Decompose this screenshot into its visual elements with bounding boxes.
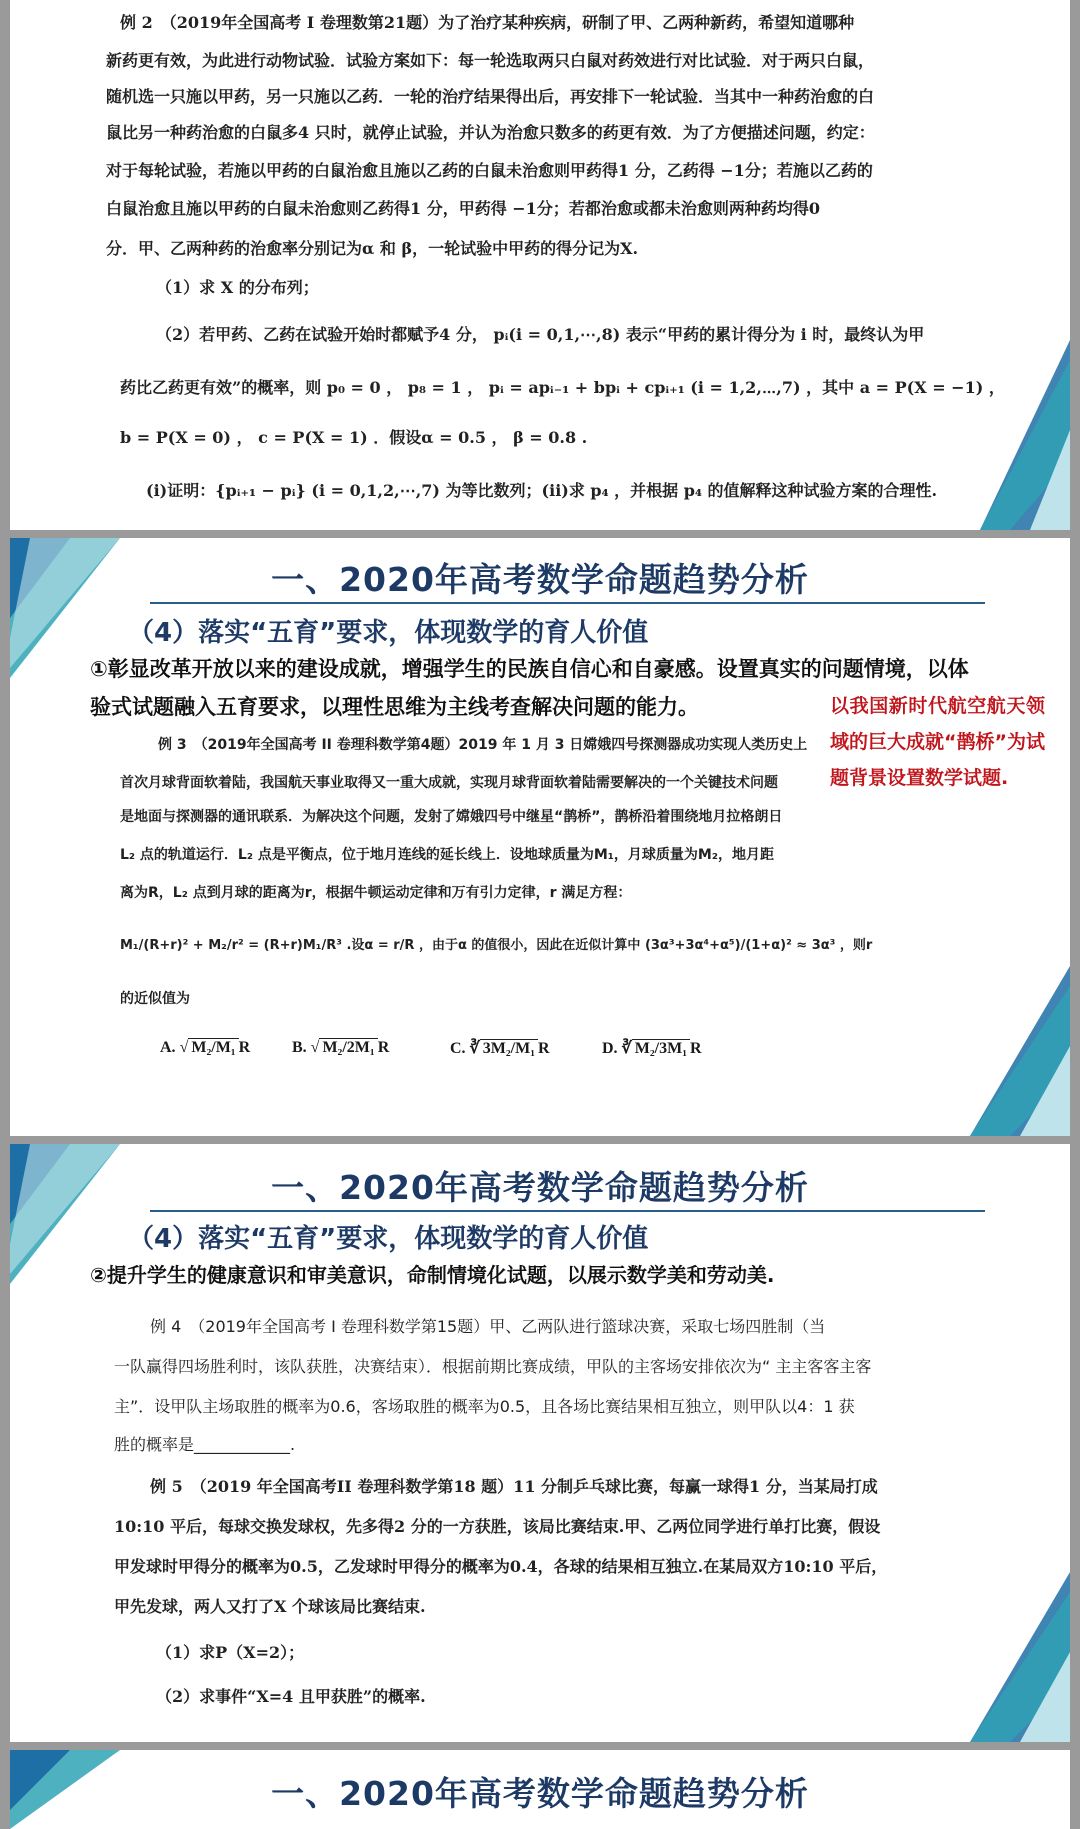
- option-expr: M₂/M₁: [188, 1038, 238, 1057]
- slide-examples-4-5: [10, 1144, 1070, 1742]
- title-divider: [150, 1210, 985, 1212]
- option-tail: R: [238, 1039, 251, 1056]
- section-subtitle: （4）落实“五育”要求，体现数学的育人价值: [128, 618, 649, 648]
- corner-decoration: [970, 340, 1070, 530]
- radical: √: [179, 1039, 189, 1056]
- text-line: 例 4 （2019年全国高考 I 卷理科数学第15题）甲、乙两队进行篮球决赛，采取七场四胜制（当: [150, 1317, 826, 1336]
- question-2: （2）求事件“X=4 且甲获胜”的概率.: [156, 1687, 426, 1706]
- text-line: 分．甲、乙两种药的治愈率分别记为α 和 β，一轮试验中甲药的得分记为X.: [106, 239, 639, 258]
- text-line: 主”．设甲队主场取胜的概率为0.6，客场取胜的概率为0.5，且各场比赛结果相互独立，则甲队以4：1 获: [114, 1397, 855, 1416]
- option-expr: 3M₂/M₁: [480, 1039, 538, 1058]
- option-a: [160, 1038, 250, 1057]
- option-tail: R: [690, 1040, 702, 1057]
- point-text: ②提升学生的健康意识和审美意识，命制情境化试题，以展示数学美和劳动美.: [90, 1263, 775, 1287]
- text-line: 10:10 平后，每球交换发球权，先多得2 分的一方获胜，该局比赛结束.甲、乙两位同学进行单打比赛，假设: [114, 1517, 881, 1536]
- text-line: 随机选一只施以甲药，另一只施以乙药．一轮的治疗结果得出后，再安排下一轮试验．当其中一种药治愈的白: [106, 87, 875, 106]
- option-c: [450, 1038, 550, 1058]
- text-line: 例 3 （2019年全国高考 II 卷理科数学第4题）2019 年 1 月 3 日嫦娥四号探测器成功实现人类历史上: [158, 737, 808, 753]
- text-line: 新药更有效，为此进行动物试验．试验方案如下：每一轮选取两只白鼠对药效进行对比试验．对于两只白鼠，: [106, 51, 875, 70]
- question-1: （1）求 X 的分布列；: [156, 278, 319, 297]
- text-line: 白鼠治愈且施以甲药的白鼠未治愈则乙药得1 分，甲药得 −1分；若都治愈或都未治愈则两种药均得0: [106, 199, 820, 218]
- slide-example-3: [10, 538, 1070, 1136]
- radical: √: [310, 1039, 320, 1056]
- option-b: [292, 1038, 389, 1057]
- text-line: 首次月球背面软着陆，我国航天事业取得又一重大成就，实现月球背面软着陆需要解决的一个关键技术问题: [120, 775, 778, 791]
- text-line: 是地面与探测器的通讯联系．为解决这个问题，发射了嫦娥四号中继星“鹊桥”，鹊桥沿着围绕地月拉格朗日: [120, 809, 783, 825]
- wechat-icon: [810, 1770, 840, 1796]
- text-line: 甲先发球，两人又打了X 个球该局比赛结束.: [114, 1597, 426, 1616]
- text-line: 的近似值为: [120, 991, 190, 1007]
- question-2-assume: b = P(X = 0) ， c = P(X = 1) ．假设α = 0.5 ， β = 0.8 .: [120, 428, 588, 447]
- corner-decoration: [960, 966, 1070, 1136]
- text-line: 离为R，L₂ 点到月球的距离为r，根据牛顿运动定律和万有引力定律，r 满足方程：: [120, 885, 632, 901]
- question-2-cont: 药比乙药更有效”的概率，则 p₀ = 0 ， p₈ = 1 ， pᵢ = apᵢ₋₁ + bpᵢ + cpᵢ₊₁ (i = 1,2,⋯,7) ，其中 a = P(X = −1) ，: [120, 378, 1005, 397]
- radical: ∛: [621, 1040, 632, 1057]
- slide-example-2: [10, 0, 1070, 530]
- watermark: 邹生书数学: [909, 1774, 1040, 1804]
- text-line: 例 5 （2019 年全国高考II 卷理科数学第18 题）11 分制乒乓球比赛，每赢一球得1 分，当某局打成: [150, 1477, 878, 1496]
- option-label: A.: [160, 1039, 176, 1056]
- text-line: 一队赢得四场胜利时，该队获胜，决赛结束）．根据前期比赛成绩，甲队的主客场安排依次为“ 主主客客主客: [114, 1357, 872, 1376]
- text-line: 甲发球时甲得分的概率为0.5，乙发球时甲得分的概率为0.4，各球的结果相互独立.在某局双方10:10 平后，: [114, 1557, 888, 1576]
- title-divider: [150, 602, 985, 604]
- slide-title: 一、2020年高考数学命题趋势分析: [271, 1168, 809, 1207]
- radical: ∛: [469, 1040, 480, 1057]
- point-text: ①彰显改革开放以来的建设成就，增强学生的民族自信心和自豪感。设置真实的问题情境，以体验式试题融入五育要求，以理性思维为主线考查解决问题的能力。: [90, 657, 969, 719]
- option-expr: M₂/2M₁: [319, 1038, 377, 1057]
- option-tail: R: [538, 1040, 550, 1057]
- side-note: 以我国新时代航空航天领域的巨大成就“鹊桥”为试题背景设置数学试题.: [830, 695, 1045, 789]
- corner-decoration: [960, 1572, 1070, 1742]
- question-1: （1）求P（X=2）；: [156, 1643, 305, 1662]
- text-line: 对于每轮试验，若施以甲药的白鼠治愈且施以乙药的白鼠未治愈则甲药得1 分，乙药得 −1分；若施以乙药的: [106, 161, 873, 180]
- option-label: B.: [292, 1039, 307, 1056]
- equation: M₁/(R+r)² + M₂/r² = (R+r)M₁/R³ .设α = r/R ，由于α 的值很小，因此在近似计算中 (3α³+3α⁴+α⁵)/(1+α)² ≈ 3α³ ，则r: [120, 938, 873, 953]
- section-subtitle: （4）落实“五育”要求，体现数学的育人价值: [128, 1224, 649, 1254]
- option-expr: M₂/3M₁: [632, 1039, 690, 1058]
- option-d: [602, 1038, 702, 1058]
- option-label: D.: [602, 1040, 618, 1057]
- question-2: （2）若甲药、乙药在试验开始时都赋予4 分， pᵢ(i = 0,1,⋯,8) 表示“甲药的累计得分为 i 时，最终认为甲: [156, 325, 925, 344]
- text-line: 例 2 （2019年全国高考 I 卷理数第21题）为了治疗某种疾病，研制了甲、乙两种新药，希望知道哪种: [120, 13, 855, 32]
- slide-title: 一、2020年高考数学命题趋势分析: [271, 560, 809, 599]
- slide-title: 一、2020年高考数学命题趋势分析: [271, 1774, 809, 1813]
- text-line: 胜的概率是____________.: [114, 1435, 296, 1454]
- text-line: L₂ 点的轨道运行．L₂ 点是平衡点，位于地月连线的延长线上．设地球质量为M₁，月球质量为M₂，地月距: [120, 847, 774, 863]
- question-2-parts: (i)证明：{pᵢ₊₁ − pᵢ} (i = 0,1,2,⋯,7) 为等比数列；(ii)求 p₄ ，并根据 p₄ 的值解释这种试验方案的合理性.: [146, 481, 938, 500]
- option-tail: R: [377, 1039, 390, 1056]
- text-line: 鼠比另一种药治愈的白鼠多4 只时，就停止试验，并认为治愈只数多的药更有效．为了方便描述问题，约定：: [106, 123, 875, 142]
- option-label: C.: [450, 1040, 466, 1057]
